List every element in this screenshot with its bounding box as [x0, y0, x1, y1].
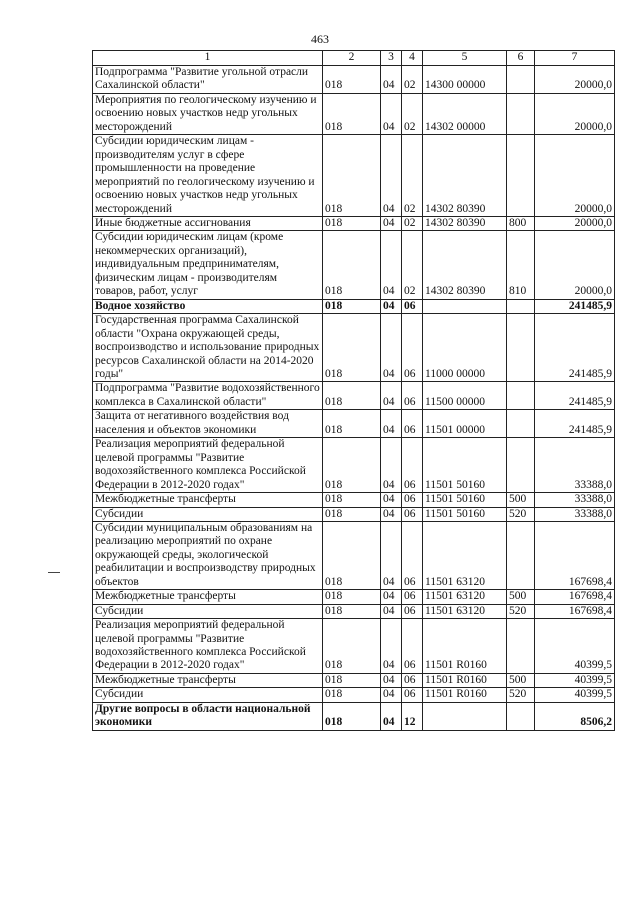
- cell-admin-code: 018: [323, 604, 381, 618]
- cell-target-article: 11500 00000: [423, 382, 507, 410]
- cell-expense-type: 500: [507, 493, 535, 507]
- cell-target-article: 11501 R0160: [423, 688, 507, 702]
- cell-admin-code: 018: [323, 673, 381, 687]
- cell-target-article: 14302 80390: [423, 216, 507, 230]
- cell-subsection: 06: [402, 493, 423, 507]
- cell-subsection: 12: [402, 702, 423, 730]
- cell-section: 04: [381, 590, 402, 604]
- cell-name: Субсидии муниципальным образованиям на реализацию мероприятий по охране окружающей среды, экологической реабилитации и воспроизводству природных объектов: [93, 521, 323, 589]
- cell-amount: 167698,4: [535, 521, 615, 589]
- cell-expense-type: [507, 410, 535, 438]
- cell-subsection: 06: [402, 410, 423, 438]
- cell-subsection: 06: [402, 604, 423, 618]
- header-col-4: 4: [402, 51, 423, 66]
- table-row: [93, 299, 615, 313]
- cell-target-article: 11000 00000: [423, 314, 507, 382]
- cell-section: 04: [381, 216, 402, 230]
- cell-name: Мероприятия по геологическому изучению и освоению новых участков недр угольных месторождений: [93, 93, 323, 134]
- cell-expense-type: [507, 299, 535, 313]
- header-col-2: 2: [323, 51, 381, 66]
- cell-amount: 167698,4: [535, 590, 615, 604]
- cell-expense-type: [507, 619, 535, 674]
- cell-name: Иные бюджетные ассигнования: [93, 216, 323, 230]
- cell-admin-code: 018: [323, 299, 381, 313]
- cell-section: 04: [381, 93, 402, 134]
- cell-expense-type: 500: [507, 590, 535, 604]
- cell-target-article: 14300 00000: [423, 66, 507, 94]
- cell-target-article: [423, 702, 507, 730]
- cell-expense-type: [507, 521, 535, 589]
- table-row: [93, 135, 615, 217]
- table-row: [93, 216, 615, 230]
- cell-expense-type: 810: [507, 231, 535, 299]
- cell-amount: 8506,2: [535, 702, 615, 730]
- table-row: [93, 410, 615, 438]
- cell-target-article: 11501 50160: [423, 438, 507, 493]
- table-row: [93, 493, 615, 507]
- cell-target-article: 11501 63120: [423, 604, 507, 618]
- cell-section: 04: [381, 299, 402, 313]
- cell-admin-code: 018: [323, 493, 381, 507]
- cell-name: Государственная программа Сахалинской области "Охрана окружающей среды, воспроизводство и использование природных ресурсов Сахалинской области на 2014-2020 годы": [93, 314, 323, 382]
- cell-admin-code: 018: [323, 688, 381, 702]
- cell-section: 04: [381, 438, 402, 493]
- cell-expense-type: 800: [507, 216, 535, 230]
- cell-amount: 20000,0: [535, 135, 615, 217]
- cell-section: 04: [381, 382, 402, 410]
- cell-name: Реализация мероприятий федеральной целевой программы "Развитие водохозяйственного комплекса Российской Федерации в 2012-2020 годах": [93, 438, 323, 493]
- cell-admin-code: 018: [323, 135, 381, 217]
- cell-admin-code: 018: [323, 66, 381, 94]
- cell-amount: 33388,0: [535, 438, 615, 493]
- cell-section: 04: [381, 619, 402, 674]
- cell-name: Межбюджетные трансферты: [93, 493, 323, 507]
- cell-expense-type: 520: [507, 507, 535, 521]
- cell-amount: 33388,0: [535, 493, 615, 507]
- cell-target-article: 14302 80390: [423, 135, 507, 217]
- cell-subsection: 06: [402, 688, 423, 702]
- cell-subsection: 06: [402, 590, 423, 604]
- cell-expense-type: [507, 702, 535, 730]
- cell-subsection: 02: [402, 93, 423, 134]
- cell-subsection: 06: [402, 299, 423, 313]
- cell-subsection: 06: [402, 382, 423, 410]
- cell-amount: 241485,9: [535, 382, 615, 410]
- cell-section: 04: [381, 314, 402, 382]
- cell-target-article: 14302 80390: [423, 231, 507, 299]
- cell-target-article: 11501 R0160: [423, 673, 507, 687]
- cell-expense-type: 520: [507, 688, 535, 702]
- cell-target-article: 11501 R0160: [423, 619, 507, 674]
- table-row: [93, 702, 615, 730]
- cell-subsection: 02: [402, 66, 423, 94]
- cell-name: Субсидии: [93, 688, 323, 702]
- cell-name: Межбюджетные трансферты: [93, 673, 323, 687]
- cell-section: 04: [381, 410, 402, 438]
- table-row: [93, 590, 615, 604]
- cell-section: 04: [381, 688, 402, 702]
- cell-section: 04: [381, 521, 402, 589]
- cell-section: 04: [381, 604, 402, 618]
- table-row: [93, 438, 615, 493]
- cell-section: 04: [381, 673, 402, 687]
- header-col-1: 1: [93, 51, 323, 66]
- cell-name: Субсидии юридическим лицам (кроме некоммерческих организаций), индивидуальным предпринимателям, физическим лицам - производителям товаров, работ, услуг: [93, 231, 323, 299]
- cell-amount: 33388,0: [535, 507, 615, 521]
- cell-name: Субсидии: [93, 507, 323, 521]
- cell-expense-type: [507, 66, 535, 94]
- cell-amount: 167698,4: [535, 604, 615, 618]
- cell-amount: 20000,0: [535, 216, 615, 230]
- cell-amount: 40399,5: [535, 619, 615, 674]
- cell-section: 04: [381, 231, 402, 299]
- cell-expense-type: [507, 314, 535, 382]
- table-row: [93, 314, 615, 382]
- header-col-5: 5: [423, 51, 507, 66]
- cell-admin-code: 018: [323, 702, 381, 730]
- cell-amount: 241485,9: [535, 410, 615, 438]
- cell-name: Субсидии юридическим лицам - производителям услуг в сфере промышленности на проведение мероприятий по геологическому изучению и освоению новых участков недр угольных месторождений: [93, 135, 323, 217]
- cell-amount: 40399,5: [535, 673, 615, 687]
- cell-amount: 241485,9: [535, 314, 615, 382]
- cell-section: 04: [381, 702, 402, 730]
- cell-subsection: 06: [402, 438, 423, 493]
- page-number: 463: [311, 32, 329, 46]
- table-body: [93, 66, 615, 731]
- cell-name: Водное хозяйство: [93, 299, 323, 313]
- cell-amount: 241485,9: [535, 299, 615, 313]
- table-row: [93, 231, 615, 299]
- cell-admin-code: 018: [323, 410, 381, 438]
- table-header-row: [93, 51, 615, 66]
- cell-expense-type: [507, 93, 535, 134]
- cell-expense-type: 520: [507, 604, 535, 618]
- table-row: [93, 382, 615, 410]
- cell-subsection: 06: [402, 673, 423, 687]
- cell-admin-code: 018: [323, 590, 381, 604]
- cell-admin-code: 018: [323, 382, 381, 410]
- table-row: [93, 688, 615, 702]
- cell-amount: 20000,0: [535, 66, 615, 94]
- cell-section: 04: [381, 493, 402, 507]
- cell-name: Субсидии: [93, 604, 323, 618]
- cell-expense-type: [507, 135, 535, 217]
- cell-name: Межбюджетные трансферты: [93, 590, 323, 604]
- cell-subsection: 02: [402, 231, 423, 299]
- cell-subsection: 02: [402, 135, 423, 217]
- cell-subsection: 06: [402, 314, 423, 382]
- cell-name: Подпрограмма "Развитие водохозяйственного комплекса в Сахалинской области": [93, 382, 323, 410]
- cell-admin-code: 018: [323, 231, 381, 299]
- header-col-3: 3: [381, 51, 402, 66]
- cell-subsection: 06: [402, 507, 423, 521]
- cell-expense-type: [507, 382, 535, 410]
- cell-amount: 20000,0: [535, 93, 615, 134]
- margin-mark: [48, 572, 60, 573]
- cell-admin-code: 018: [323, 507, 381, 521]
- header-col-7: 7: [535, 51, 615, 66]
- cell-amount: 40399,5: [535, 688, 615, 702]
- table-row: [93, 66, 615, 94]
- cell-admin-code: 018: [323, 619, 381, 674]
- cell-subsection: 06: [402, 521, 423, 589]
- cell-admin-code: 018: [323, 216, 381, 230]
- cell-name: Подпрограмма "Развитие угольной отрасли Сахалинской области": [93, 66, 323, 94]
- cell-section: 04: [381, 135, 402, 217]
- budget-table: [92, 50, 615, 731]
- cell-admin-code: 018: [323, 521, 381, 589]
- cell-admin-code: 018: [323, 438, 381, 493]
- table-row: [93, 604, 615, 618]
- cell-section: 04: [381, 66, 402, 94]
- cell-admin-code: 018: [323, 93, 381, 134]
- header-col-6: 6: [507, 51, 535, 66]
- cell-target-article: 11501 50160: [423, 507, 507, 521]
- cell-target-article: 11501 63120: [423, 521, 507, 589]
- cell-subsection: 06: [402, 619, 423, 674]
- cell-amount: 20000,0: [535, 231, 615, 299]
- cell-section: 04: [381, 507, 402, 521]
- cell-target-article: [423, 299, 507, 313]
- cell-expense-type: [507, 438, 535, 493]
- cell-name: Защита от негативного воздействия вод населения и объектов экономики: [93, 410, 323, 438]
- table-row: [93, 673, 615, 687]
- table-row: [93, 93, 615, 134]
- cell-target-article: 14302 00000: [423, 93, 507, 134]
- cell-target-article: 11501 50160: [423, 493, 507, 507]
- cell-target-article: 11501 00000: [423, 410, 507, 438]
- table-row: [93, 619, 615, 674]
- cell-name: Другие вопросы в области национальной экономики: [93, 702, 323, 730]
- cell-target-article: 11501 63120: [423, 590, 507, 604]
- table-row: [93, 521, 615, 589]
- cell-name: Реализация мероприятий федеральной целевой программы "Развитие водохозяйственного комплекса Российской Федерации в 2012-2020 годах": [93, 619, 323, 674]
- table-row: [93, 507, 615, 521]
- cell-subsection: 02: [402, 216, 423, 230]
- cell-expense-type: 500: [507, 673, 535, 687]
- cell-admin-code: 018: [323, 314, 381, 382]
